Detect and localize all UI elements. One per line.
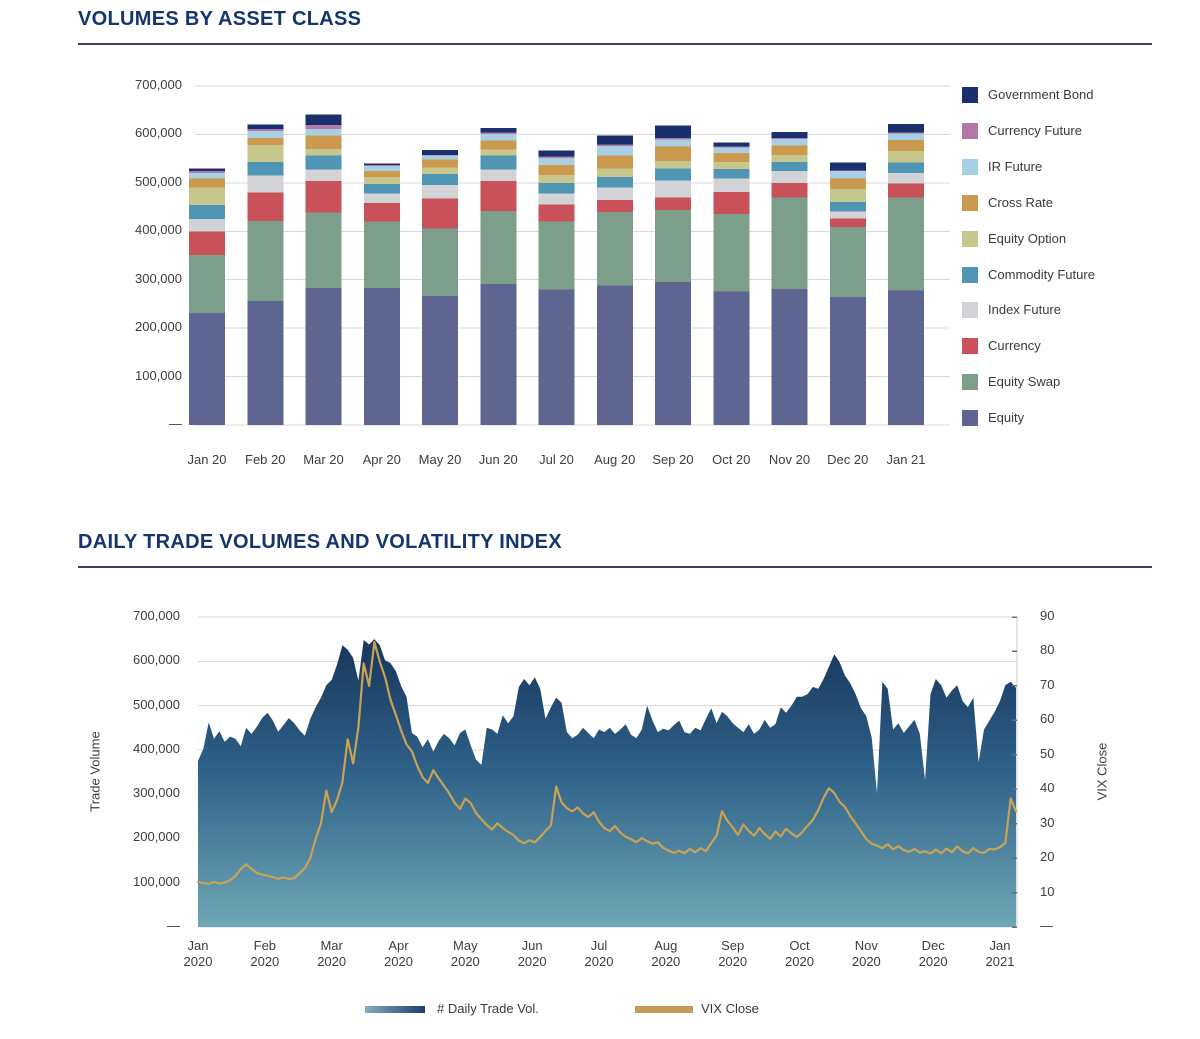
bar-equity-option [306, 149, 342, 155]
bar-currency [655, 197, 691, 210]
bar-government-bond [655, 126, 691, 138]
chart2-x-tick-month: Apr [388, 938, 409, 953]
bar-currency-future [888, 132, 924, 133]
chart2-x-tick-month: Oct [789, 938, 810, 953]
bar-currency-future [306, 125, 342, 129]
chart2-x-tick [438, 938, 492, 970]
bar-equity-swap [189, 255, 225, 313]
chart1-y-tick: 700,000 [135, 77, 182, 92]
legend-swatch-currency-future [962, 123, 978, 139]
chart2-x-tick-year: 2020 [317, 954, 347, 969]
bar-index-future [306, 169, 342, 181]
vix-close-swatch [635, 1006, 693, 1013]
chart2-x-tick-month: Jul [590, 938, 608, 953]
bar-equity-option [189, 188, 225, 205]
bar-equity-swap [830, 227, 866, 297]
chart1-x-tick: Dec 20 [827, 452, 869, 467]
bar-equity-swap [713, 214, 749, 291]
bar-government-bond [480, 128, 516, 132]
bar-currency-future [597, 145, 633, 146]
bar-currency [772, 183, 808, 198]
chart2-right-tick: 50 [1040, 745, 1055, 761]
bar-currency-future [713, 147, 749, 148]
bar-index-future [247, 176, 283, 193]
bar-currency [247, 193, 283, 222]
bar-currency-future [772, 138, 808, 139]
bar-ir-future [539, 158, 575, 165]
bar-commodity-future [888, 163, 924, 174]
legend-swatch-index-future [962, 302, 978, 318]
bar-equity-option [655, 161, 691, 168]
bar-index-future [888, 173, 924, 183]
bar-equity-swap [655, 210, 691, 282]
bar-equity-option [539, 175, 575, 183]
chart2-x-tick-month: Sep [721, 938, 745, 953]
chart2-right-tick: — [1040, 918, 1053, 933]
bar-equity-swap [772, 197, 808, 289]
chart2-right-axis-title: VIX Close [1094, 742, 1110, 801]
bar-government-bond [364, 163, 400, 164]
bar-ir-future [247, 131, 283, 138]
bar-equity [480, 284, 516, 425]
chart2-left-tick: 600,000 [133, 652, 180, 668]
bar-equity-option [772, 155, 808, 162]
bar-index-future [422, 185, 458, 199]
chart2-x-tick-year: 2020 [517, 954, 547, 969]
chart2-x-tick-month: Dec [921, 938, 945, 953]
legend-label-currency-future: Currency Future [988, 122, 1082, 138]
chart2-x-tick [372, 938, 426, 970]
chart2-x-tick [773, 938, 827, 970]
chart2-right-tick: 60 [1040, 711, 1055, 727]
bar-ir-future [597, 146, 633, 156]
bar-index-future [713, 179, 749, 193]
bar-cross-rate [713, 153, 749, 162]
bar-commodity-future [364, 184, 400, 194]
chart1-x-tick: Sep 20 [652, 452, 694, 467]
chart2-x-tick-month: May [453, 938, 478, 953]
bar-government-bond [713, 143, 749, 147]
bar-cross-rate [422, 160, 458, 168]
bar-commodity-future [189, 205, 225, 219]
chart2-x-tick-year: 2020 [718, 954, 748, 969]
legend-swatch-commodity-future [962, 267, 978, 283]
bar-equity-option [480, 149, 516, 155]
chart1-x-tick: Mar 20 [303, 452, 344, 467]
chart2-x-tick-year: 2020 [851, 954, 881, 969]
bar-commodity-future [539, 183, 575, 194]
bar-government-bond [597, 135, 633, 144]
bar-equity-option [364, 177, 400, 184]
chart2-title-rule [78, 566, 1152, 568]
chart2-x-tick-year: 2020 [918, 954, 948, 969]
chart1-y-tick: 300,000 [135, 270, 182, 286]
chart2-x-tick-month: Mar [320, 938, 343, 953]
chart2-left-tick: 400,000 [133, 740, 180, 756]
chart1-x-tick: May 20 [418, 452, 462, 467]
chart2-x-tick [639, 938, 693, 970]
chart1-title: VOLUMES BY ASSET CLASS [78, 8, 362, 30]
bar-commodity-future [597, 177, 633, 188]
legend-label-equity-option: Equity Option [988, 230, 1067, 246]
bar-cross-rate [888, 140, 924, 151]
bar-ir-future [189, 173, 225, 178]
chart2-x-tick-year: 2020 [250, 954, 280, 969]
chart1-x-tick: Aug 20 [594, 452, 636, 467]
bar-index-future [539, 194, 575, 205]
chart2-right-tick: 90 [1040, 608, 1055, 623]
bar-equity-swap [480, 211, 516, 284]
bar-currency [539, 205, 575, 222]
chart2-right-tick: 20 [1040, 849, 1055, 865]
bar-index-future [830, 211, 866, 218]
chart2-left-tick: 300,000 [133, 785, 180, 801]
bar-commodity-future [713, 169, 749, 179]
chart2-left-axis-title: Trade Volume [87, 731, 103, 812]
chart2-x-tick-month: Jan [187, 938, 209, 953]
chart2-x-tick-month: Jun [521, 938, 543, 953]
daily-trade-vol-legend-label: # Daily Trade Vol. [437, 1001, 539, 1016]
chart2-x-tick-month: Nov [854, 938, 878, 953]
bar-equity [306, 288, 342, 425]
chart2-x-tick-month: Feb [253, 938, 277, 953]
bar-currency-future [539, 157, 575, 158]
bar-ir-future [655, 139, 691, 146]
bar-index-future [772, 171, 808, 183]
chart2-left-tick: — [167, 918, 180, 933]
chart2-right-tick: 10 [1040, 883, 1055, 899]
bar-currency-future [830, 170, 866, 171]
bar-government-bond [888, 124, 924, 133]
bar-government-bond [422, 150, 458, 155]
bar-ir-future [306, 129, 342, 135]
chart2-x-tick [906, 938, 960, 970]
bar-equity [655, 282, 691, 425]
chart1-y-tick: 400,000 [135, 222, 182, 238]
bar-cross-rate [480, 141, 516, 150]
bar-equity [422, 296, 458, 425]
bar-commodity-future [247, 162, 283, 176]
chart2-x-tick-year: 2020 [651, 954, 681, 969]
chart1-x-tick: Nov 20 [768, 452, 811, 467]
bar-currency [189, 231, 225, 255]
chart2-title: DAILY TRADE VOLUMES AND VOLATILITY INDEX [78, 531, 562, 553]
bar-cross-rate [247, 138, 283, 145]
bar-government-bond [189, 168, 225, 170]
chart2-x-tick [706, 938, 760, 970]
chart1-title-rule [78, 43, 1152, 45]
bar-equity-option [888, 151, 924, 163]
bar-equity-swap [306, 212, 342, 288]
bar-equity-option [713, 162, 749, 169]
daily-trade-volume-area [198, 639, 1016, 927]
chart1-x-tick: Jan 21 [886, 452, 926, 467]
bar-ir-future [364, 166, 400, 171]
bar-equity [364, 288, 400, 425]
chart2-x-tick [171, 938, 225, 970]
bar-currency [306, 181, 342, 212]
bar-ir-future [480, 134, 516, 141]
bar-equity-option [247, 145, 283, 162]
legend-label-index-future: Index Future [988, 302, 1061, 318]
bar-equity-option [830, 189, 866, 202]
bar-currency [830, 219, 866, 227]
bar-currency-future [189, 171, 225, 173]
legend-swatch-government-bond [962, 87, 978, 103]
bar-index-future [189, 219, 225, 231]
chart2-right-tick: 30 [1040, 814, 1055, 830]
legend-swatch-cross-rate [962, 195, 978, 211]
chart2-right-tick: 40 [1040, 780, 1055, 796]
chart2-x-tick [238, 938, 292, 970]
bar-currency [888, 183, 924, 197]
bar-equity-swap [539, 222, 575, 290]
bar-government-bond [772, 132, 808, 138]
bar-currency-future [364, 165, 400, 166]
bar-currency-future [655, 138, 691, 139]
bar-commodity-future [772, 162, 808, 171]
bar-equity-swap [422, 228, 458, 296]
bar-equity [189, 313, 225, 425]
bar-government-bond [247, 125, 283, 129]
chart1-x-tick: Feb 20 [245, 452, 286, 467]
chart1-y-tick: 600,000 [135, 125, 182, 141]
legend-label-currency: Currency [988, 338, 1041, 354]
bar-ir-future [772, 139, 808, 146]
bar-cross-rate [364, 171, 400, 177]
legend-swatch-equity-swap [962, 374, 978, 390]
chart2-right-tick: 70 [1040, 676, 1055, 692]
bar-index-future [364, 194, 400, 204]
legend-label-commodity-future: Commodity Future [988, 266, 1095, 282]
chart2-left-tick: 700,000 [133, 608, 180, 623]
bar-currency [713, 192, 749, 214]
legend-swatch-currency [962, 338, 978, 354]
legend-swatch-equity [962, 410, 978, 426]
bar-ir-future [422, 156, 458, 160]
chart2-x-tick [505, 938, 559, 970]
vix-close-legend-label: VIX Close [701, 1001, 759, 1016]
bar-cross-rate [539, 165, 575, 175]
bar-cross-rate [655, 147, 691, 162]
chart2-left-tick: 100,000 [133, 873, 180, 889]
chart1-x-tick: Jun 20 [478, 452, 518, 467]
chart2-x-tick-year: 2020 [785, 954, 814, 969]
bar-equity [713, 291, 749, 425]
bar-cross-rate [597, 156, 633, 169]
bar-equity-swap [597, 212, 633, 286]
chart1-x-tick: Jan 20 [187, 452, 227, 467]
chart2-x-tick-month: Jan [989, 938, 1011, 953]
bar-equity [247, 301, 283, 425]
bar-commodity-future [655, 168, 691, 180]
chart2-x-tick [839, 938, 893, 970]
chart2-left-tick: 200,000 [133, 829, 180, 845]
chart2-x-tick-year: 2020 [584, 954, 614, 969]
chart1-x-tick: Apr 20 [362, 452, 401, 467]
bar-index-future [480, 169, 516, 181]
chart1-y-tick: — [169, 416, 182, 431]
bar-equity-swap [888, 197, 924, 290]
bar-currency [364, 203, 400, 221]
bar-currency [597, 200, 633, 212]
bar-equity-swap [364, 222, 400, 288]
bar-equity-swap [247, 221, 283, 301]
bar-equity [772, 289, 808, 425]
chart1-y-tick: 500,000 [135, 173, 182, 189]
bar-government-bond [539, 150, 575, 156]
daily-trade-vol-swatch [365, 1006, 425, 1013]
legend-label-equity-swap: Equity Swap [988, 374, 1061, 390]
bar-cross-rate [772, 146, 808, 155]
bar-commodity-future [306, 155, 342, 169]
bar-equity-option [597, 168, 633, 177]
legend-label-ir-future: IR Future [988, 158, 1043, 174]
bar-government-bond [306, 115, 342, 126]
chart2-x-tick [973, 938, 1027, 970]
legend-label-equity: Equity [988, 410, 1025, 426]
chart2-left-tick: 500,000 [133, 696, 180, 712]
bar-index-future [655, 180, 691, 197]
bar-equity [888, 290, 924, 425]
bar-ir-future [888, 133, 924, 140]
bar-ir-future [830, 171, 866, 178]
legend-swatch-ir-future [962, 159, 978, 175]
bar-equity-option [422, 167, 458, 174]
bar-cross-rate [306, 135, 342, 149]
bar-cross-rate [189, 179, 225, 188]
bar-equity [597, 286, 633, 425]
chart1-y-tick: 200,000 [135, 319, 182, 335]
chart1-x-tick: Oct 20 [712, 452, 751, 467]
chart2-x-tick-year: 2020 [384, 954, 413, 969]
chart1-y-tick: 100,000 [135, 367, 182, 383]
bar-currency [480, 181, 516, 211]
bar-equity [539, 289, 575, 425]
chart2-x-tick [572, 938, 626, 970]
bar-cross-rate [830, 179, 866, 190]
chart2-x-tick-year: 2020 [450, 954, 480, 969]
bar-currency-future [480, 132, 516, 133]
chart2-x-tick-month: Aug [654, 938, 678, 953]
bar-currency [422, 198, 458, 228]
chart1-x-tick: Jul 20 [539, 452, 574, 467]
legend-label-government-bond: Government Bond [988, 87, 1094, 102]
bar-index-future [597, 188, 633, 200]
bar-government-bond [830, 163, 866, 171]
bar-currency-future [422, 155, 458, 156]
bar-equity [830, 297, 866, 425]
chart2-x-tick-year: 2021 [985, 954, 1015, 969]
bar-ir-future [713, 148, 749, 153]
bar-currency-future [247, 129, 283, 131]
chart2-x-tick [305, 938, 359, 970]
chart2-right-tick: 80 [1040, 642, 1055, 658]
bar-commodity-future [422, 174, 458, 185]
legend-swatch-equity-option [962, 231, 978, 247]
bar-commodity-future [830, 202, 866, 211]
legend-label-cross-rate: Cross Rate [988, 194, 1054, 210]
bar-commodity-future [480, 155, 516, 169]
chart2-x-tick-year: 2020 [183, 954, 213, 969]
